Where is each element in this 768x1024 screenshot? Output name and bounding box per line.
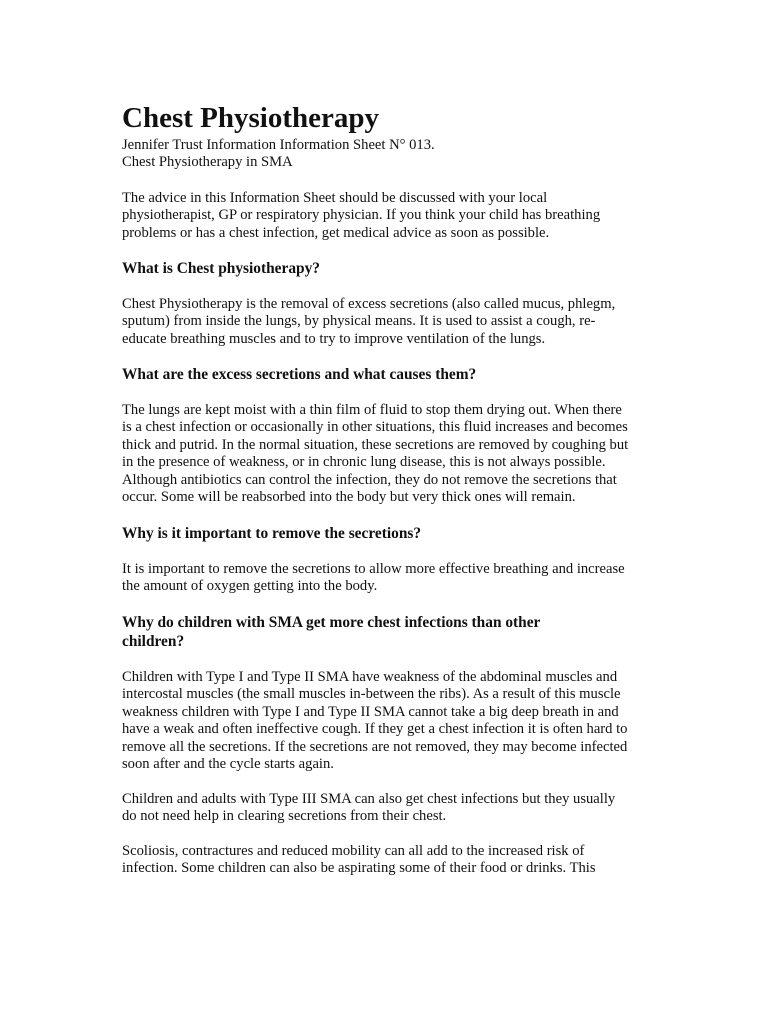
intro-paragraph: [122, 190, 652, 242]
section-paragraph: [122, 402, 652, 506]
sheet-topic-line: Chest Physiotherapy in SMA: [122, 154, 293, 171]
section-heading: [122, 260, 652, 279]
heading-line: What are the excess secretions and what causes them?: [122, 366, 477, 383]
text-line: The advice in this Information Sheet should be discussed with your local: [122, 190, 548, 206]
text-line: Children and adults with Type III SMA can also get chest infections but they usually: [122, 791, 616, 807]
section-heading: [122, 614, 652, 651]
text-line: the amount of oxygen getting into the body.: [122, 578, 378, 595]
heading-line: Why is it important to remove the secretions?: [122, 525, 422, 542]
section-heading: [122, 366, 652, 385]
document-subtitle: [122, 137, 435, 172]
section-heading: [122, 525, 652, 544]
text-line: infection. Some children can also be aspirating some of their food or drinks. This: [122, 860, 596, 877]
sheet-reference-line: Jennifer Trust Information Information Sheet N° 013.: [122, 137, 435, 153]
text-line: occur. Some will be reabsorbed into the body but very thick ones will remain.: [122, 489, 576, 506]
text-line: It is important to remove the secretions to allow more effective breathing and increase: [122, 561, 625, 577]
section-paragraph: [122, 669, 652, 773]
text-line: Chest Physiotherapy is the removal of excess secretions (also called mucus, phlegm,: [122, 296, 616, 312]
text-line: thick and putrid. In the normal situation, these secretions are removed by coughing but: [122, 436, 629, 453]
section-paragraph: [122, 561, 652, 596]
text-line: remove all the secretions. If the secretions are not removed, they may become infected: [122, 738, 628, 755]
document-title: Chest Physiotherapy: [122, 102, 379, 134]
text-line: Although antibiotics can control the infection, they do not remove the secretions that: [122, 471, 617, 488]
text-line: in the presence of weakness, or in chronic lung disease, this is not always possible.: [122, 454, 606, 471]
text-line: Scoliosis, contractures and reduced mobility can all add to the increased risk of: [122, 843, 585, 859]
heading-line: What is Chest physiotherapy?: [122, 260, 320, 277]
text-line: physiotherapist, GP or respiratory physician. If you think your child has breathing: [122, 207, 601, 224]
section-paragraph: [122, 296, 652, 348]
text-line: The lungs are kept moist with a thin film of fluid to stop them drying out. When there: [122, 402, 622, 418]
section-paragraph: [122, 843, 652, 878]
text-line: is a chest infection or occasionally in other situations, this fluid increases and becomes: [122, 419, 628, 436]
text-line: educate breathing muscles and to try to improve ventilation of the lungs.: [122, 330, 546, 347]
text-line: soon after and the cycle starts again.: [122, 756, 334, 773]
section-paragraph: [122, 791, 652, 826]
text-line: have a weak and often ineffective cough. If they get a chest infection it is often hard to: [122, 721, 628, 738]
heading-line: Why do children with SMA get more chest infections than other: [122, 614, 541, 631]
text-line: do not need help in clearing secretions from their chest.: [122, 808, 447, 825]
text-line: sputum) from inside the lungs, by physical means. It is used to assist a cough, re-: [122, 313, 596, 330]
text-line: problems or has a chest infection, get medical advice as soon as possible.: [122, 224, 550, 241]
text-line: weakness children with Type I and Type II SMA cannot take a big deep breath in and: [122, 703, 619, 720]
heading-line: children?: [122, 632, 185, 650]
text-line: Children with Type I and Type II SMA have weakness of the abdominal muscles and: [122, 669, 618, 685]
text-line: intercostal muscles (the small muscles in-between the ribs). As a result of this muscle: [122, 686, 621, 703]
